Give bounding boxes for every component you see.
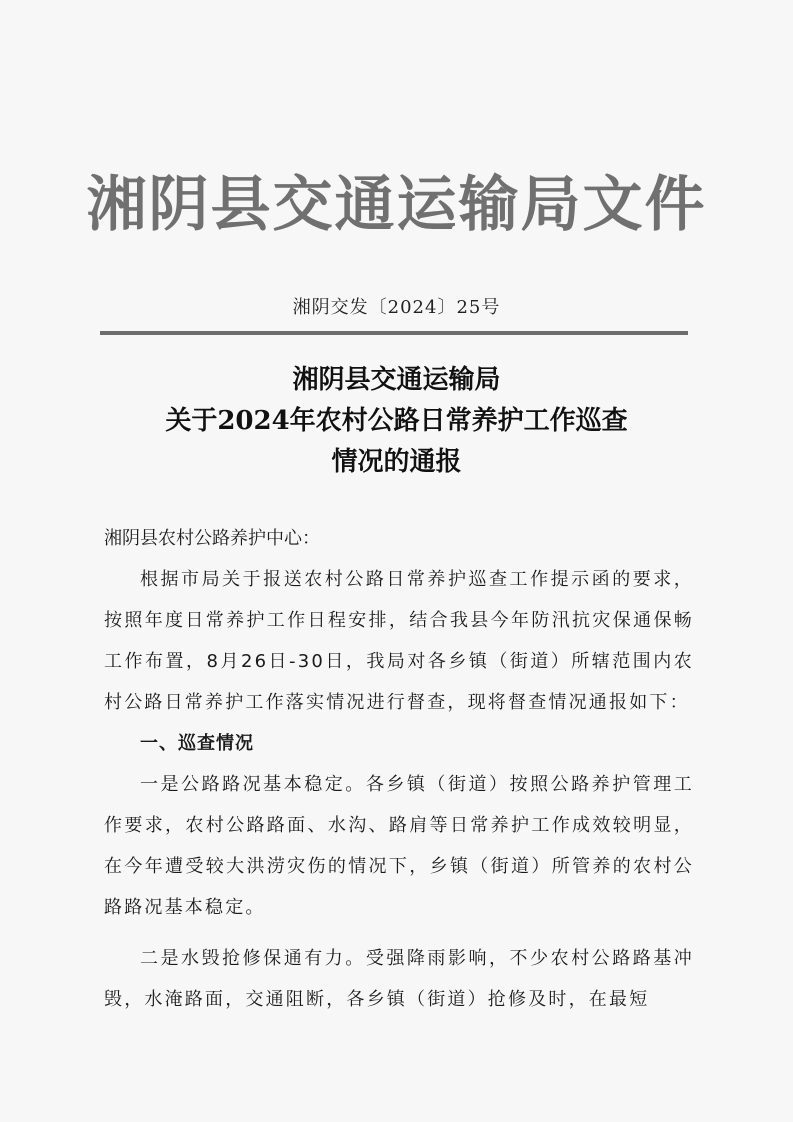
salutation: 湘阴县农村公路养护中心： xyxy=(104,528,320,549)
document-masthead: 湘阴县交通运输局文件 xyxy=(86,170,707,240)
document-number: 湘阴交发〔2024〕25号 xyxy=(292,297,501,318)
paragraph-gap xyxy=(104,928,694,938)
title-line-2: 关于2024年农村公路日常养护工作巡查 xyxy=(165,406,628,436)
point-one-paragraph: 一是公路路况基本稳定。各乡镇（街道）按照公路养护管理工作要求，农村公路路面、水沟、路肩等日常养护工作成效较明显，在今年遭受较大洪涝灾伤的情况下，乡镇（街道）所管养的农村公路路况基本稳定。 xyxy=(104,774,694,918)
document-body xyxy=(104,518,694,1020)
section-heading-inspection: 一、巡查情况 xyxy=(140,733,254,754)
point-two-paragraph: 二是水毁抢修保通有力。受强降雨影响，不少农村公路路基冲毁，水淹路面，交通阻断，各乡镇（街道）抢修及时，在最短 xyxy=(104,948,694,1010)
intro-paragraph: 根据市局关于报送农村公路日常养护巡查工作提示函的要求，按照年度日常养护工作日程安排，结合我县今年防汛抗灾保通保畅工作布置，8月26日-30日，我局对各乡镇（街道）所辖范围内农村公路日常养护工作落实情况进行督查，现将督查情况通报如下： xyxy=(104,569,694,713)
header-divider xyxy=(100,331,688,335)
document-title xyxy=(0,360,793,483)
title-line-1: 湘阴县交通运输局 xyxy=(292,365,501,395)
title-line-3: 情况的通报 xyxy=(331,447,462,477)
